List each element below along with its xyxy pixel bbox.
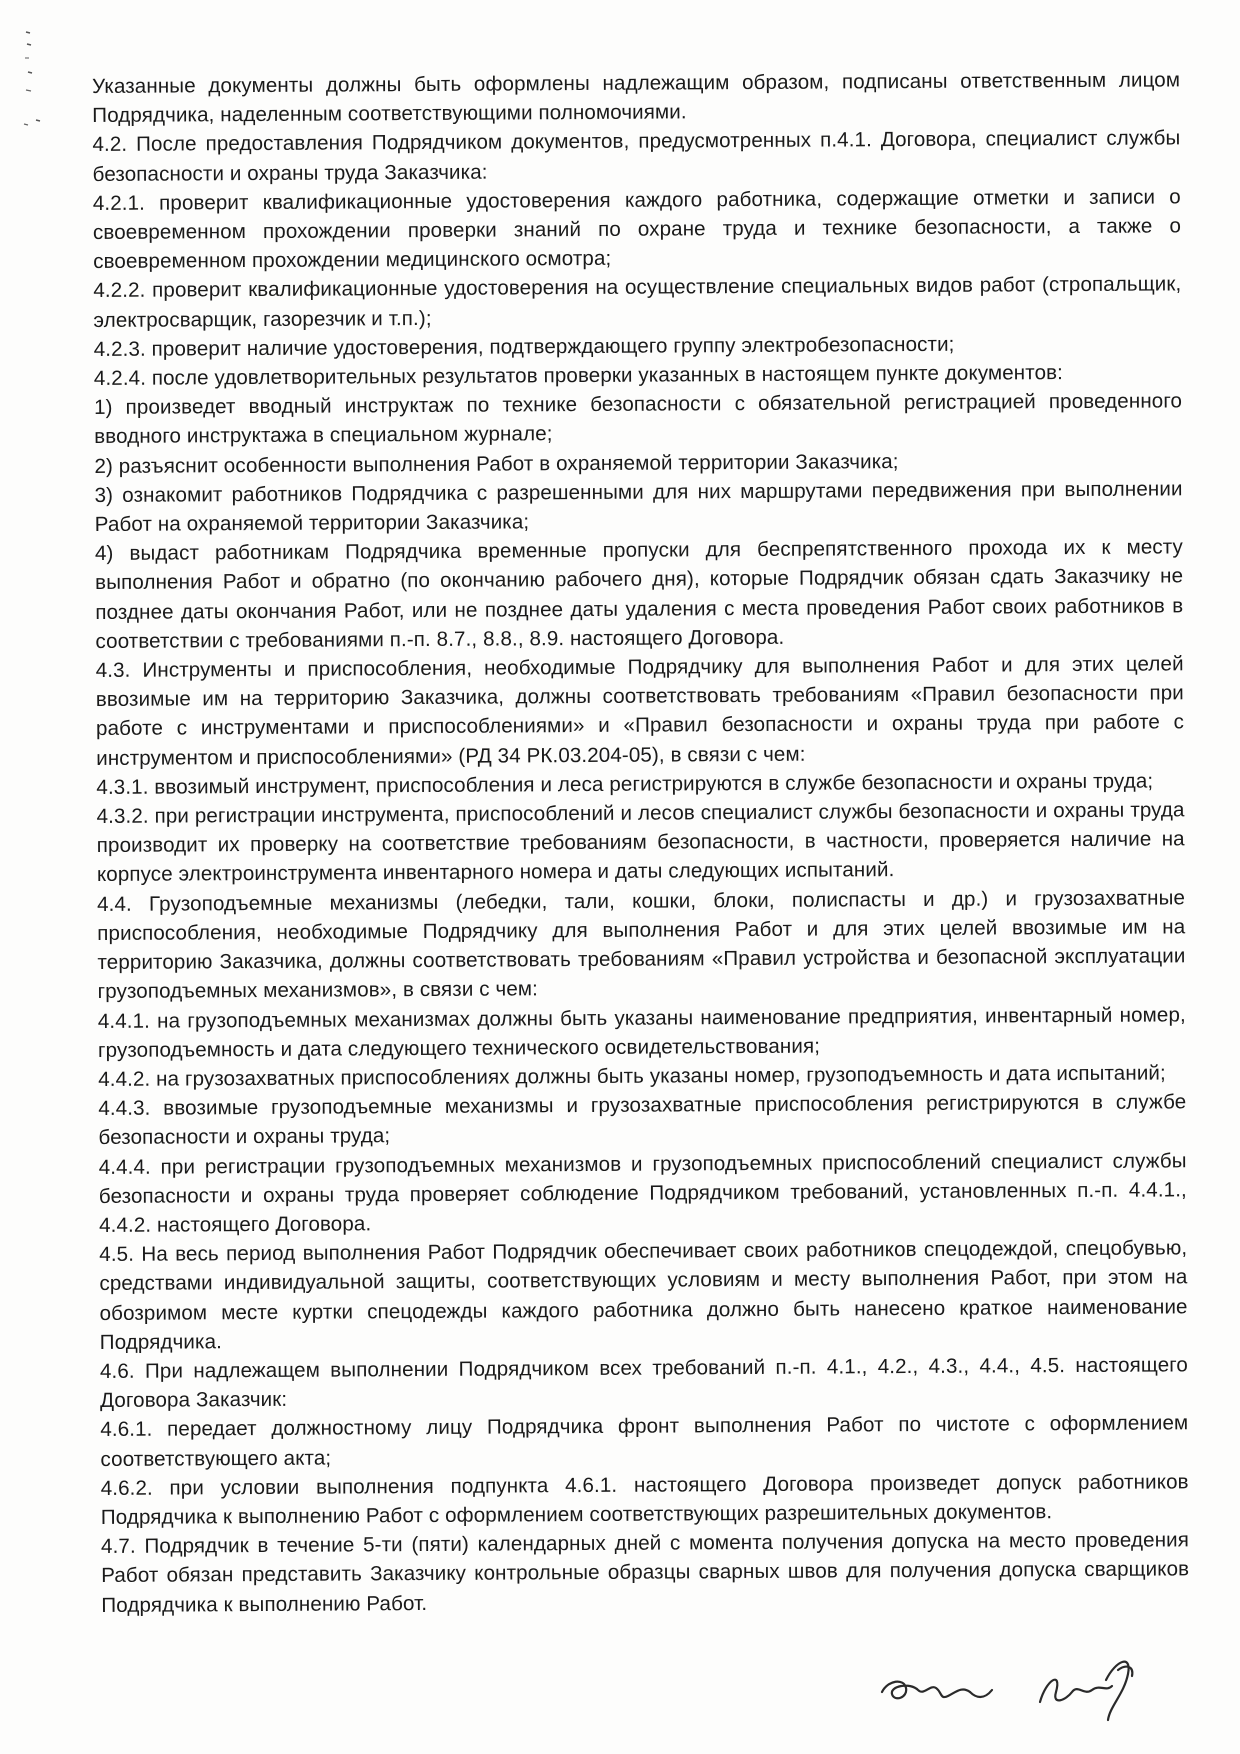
paragraph-4-3-2: 4.3.2. при регистрации инструмента, приспособлений и лесов специалист службы безопасности и охраны труда производит их проверку на соответствие требованиям безопасности, в частности, проверяется наличие на корпусе электроинструмента инвентарного номера и даты следующих испытаний. [96, 798, 1185, 887]
paragraph-4-4-2: 4.4.2. на грузозахватных приспособлениях должны быть указаны номер, грузоподъемность и дата испытаний; [98, 1061, 1166, 1091]
paragraph-4-2-2: 4.2.2. проверит квалификационные удостоверения на осуществление специальных видов работ (стропальщик, электросварщик, газорезчик и т.п.); [93, 272, 1182, 332]
signature-contractor [882, 1682, 992, 1699]
paragraph-4-3: 4.3. Инструменты и приспособления, необходимые Подрядчику для выполнения Работ и для этих целей ввозимые им на территорию Заказчика, должны соответствовать требованиям «Правил безопасности при работе с инструментами и приспособлениями» и «Правил безопасности и охраны труда при работе с инструментом и приспособлениями» (РД 34 РК.03.204-05), в связи с чем: [95, 652, 1185, 770]
handwritten-signatures [870, 1640, 1190, 1730]
paragraph-intro: Указанные документы должны быть оформлены надлежащим образом, подписаны ответственным лицом Подрядчика, наделенным соответствующими полномочиями. [92, 68, 1181, 128]
signature-customer [1040, 1662, 1132, 1720]
paragraph-4-7: 4.7. Подрядчик в течение 5-ти (пяти) календарных дней с момента получения допуска на место проведения Работ обязан представить Заказчику контрольные образцы сварных швов для получения допуска сварщиков Подрядчика к выполнению Работ. [100, 1528, 1190, 1617]
paragraph-4-2-3: 4.2.3. проверит наличие удостоверения, подтверждающего группу электробезопасности; [93, 332, 955, 361]
paragraph-4-4: 4.4. Грузоподъемные механизмы (лебедки, тали, кошки, блоки, полиспасты и др.) и грузозахватные приспособления, необходимые Подрядчику для выполнения Работ и для этих целей ввозимые им на территорию Заказчика, должны соответствовать требованиям «Правил устройства и безопасной эксплуатации грузоподъемных механизмов», в связи с чем: [97, 886, 1186, 1004]
paragraph-4-4-3: 4.4.3. ввозимые грузоподъемные механизмы и грузозахватные приспособления регистрируются в службе безопасности и охраны труда; [98, 1090, 1187, 1150]
paragraph-4-2-4-item-2: 2) разъяснит особенности выполнения Работ в охраняемой территории Заказчика; [94, 449, 899, 478]
paragraph-4-5: 4.5. На весь период выполнения Работ Подрядчик обеспечивает своих работников спецодеждой, спецобувью, средствами индивидуальной защиты, соответствующих условиям и месту выполнения Работ, при этом на обозримом месте куртки спецодежды каждого работника должно быть нанесено краткое наименование Подрядчика. [99, 1236, 1188, 1354]
paragraph-4-2-4: 4.2.4. после удовлетворительных результатов проверки указанных в настоящем пункте документов: [93, 361, 1064, 391]
paragraph-4-4-1: 4.4.1. на грузоподъемных механизмах должны быть указаны наименование предприятия, инвентарный номер, грузоподъемность и дата следующего технического освидетельствования; [97, 1002, 1186, 1062]
paragraph-4-6-1: 4.6.1. передает должностному лицу Подрядчика фронт выполнения Работ по чистоте с оформлением соответствующего акта; [100, 1411, 1189, 1471]
scan-margin-marks [22, 28, 42, 138]
paragraph-4-2-4-item-1: 1) произведет вводный инструктаж по технике безопасности с обязательной регистрацией проведенного вводного инструктажа в специальном журнале; [93, 389, 1183, 449]
paragraph-4-2-4-item-4: 4) выдаст работникам Подрядчика временные пропуски для беспрепятственного прохода их к месту выполнения Работ и обратно (по окончанию рабочего дня), которые Подрядчик обязан сдать Заказчику не позднее даты окончания Работ, или не позднее даты удаления с места проведения Работ своих работников в соответствии с требованиями п.-п. 8.7., 8.8., 8.9. настоящего Договора. [94, 535, 1184, 653]
paragraph-4-2-4-item-3: 3) ознакомит работников Подрядчика с разрешенными для них маршрутами передвижения при выполнении Работ на охраняемой территории Заказчика; [94, 477, 1183, 537]
paragraph-4-4-4: 4.4.4. при регистрации грузоподъемных механизмов и грузоподъемных приспособлений специалист службы безопасности и охраны труда проверяет соблюдение Подрядчиком требований, установленных п.-п. 4.4.1., 4.4.2. настоящего Договора. [98, 1148, 1187, 1237]
paragraph-4-6: 4.6. При надлежащем выполнении Подрядчиком всех требований п.-п. 4.1., 4.2., 4.3., 4.4., 4.5. настоящего Договора Заказчик: [99, 1353, 1188, 1413]
paragraph-4-3-1: 4.3.1. ввозимый инструмент, приспособления и леса регистрируются в службе безопасности и охраны труда; [96, 769, 1154, 799]
paragraph-4-6-2: 4.6.2. при условии выполнения подпункта 4.6.1. настоящего Договора произведет допуск работников Подрядчика к выполнению Работ с оформлением соответствующих разрешительных документов. [100, 1470, 1189, 1529]
paragraph-4-2-1: 4.2.1. проверит квалификационные удостоверения каждого работника, содержащие отметки и записи о своевременном прохождении проверки знаний по охране труда и технике безопасности, а также о своевременном прохождении медицинского осмотра; [92, 185, 1182, 274]
contract-body-text [92, 65, 1189, 1619]
paragraph-4-2: 4.2. После предоставления Подрядчиком документов, предусмотренных п.4.1. Договора, специалист службы безопасности и охраны труда Заказчика: [92, 126, 1181, 186]
